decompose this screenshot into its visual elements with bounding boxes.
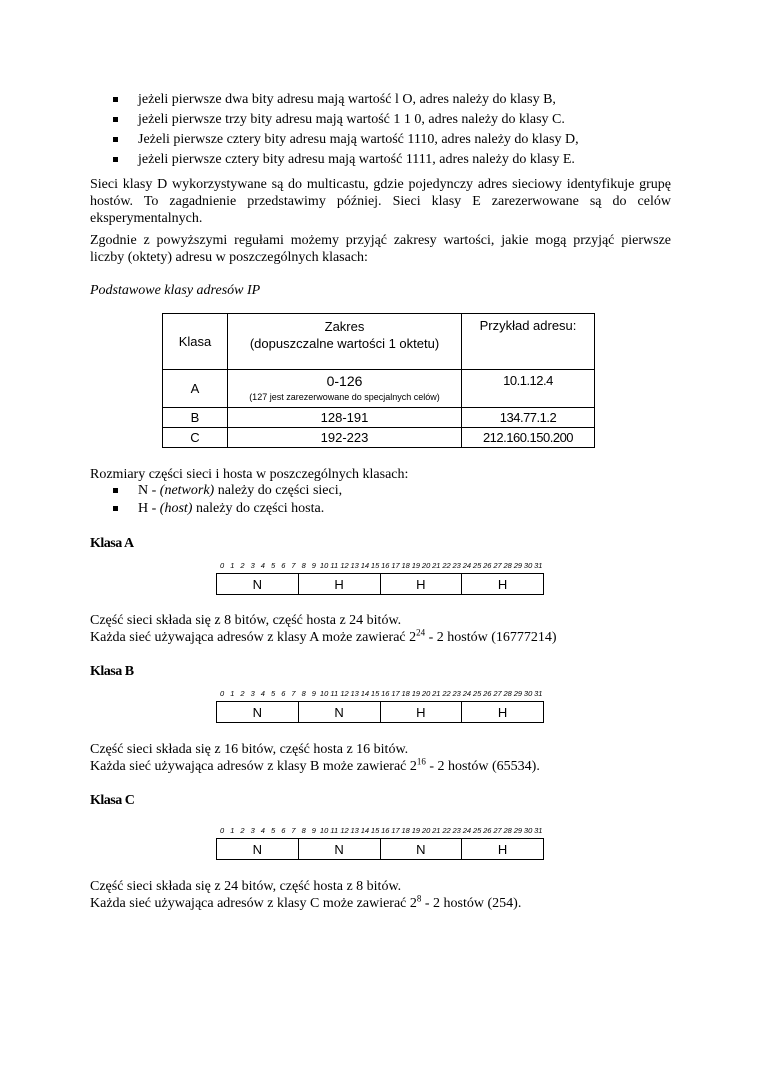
segments-b bbox=[216, 701, 544, 723]
bit-label: 4 bbox=[260, 561, 265, 570]
segment: H bbox=[497, 576, 508, 592]
bit-label: 2 bbox=[240, 561, 245, 570]
bit-label: 1 bbox=[230, 561, 235, 570]
segment: H bbox=[299, 574, 381, 594]
bit-label: 5 bbox=[271, 689, 276, 698]
line2-exponent: 24 bbox=[416, 627, 426, 638]
sizes-prefix: N - bbox=[138, 483, 160, 498]
bit-label: 11 bbox=[330, 689, 339, 698]
header-przyklad: Przykład adresu: bbox=[462, 314, 595, 370]
bit-label: 22 bbox=[442, 689, 451, 698]
cell-zakres: 192-223 bbox=[228, 428, 462, 448]
bit-label: 30 bbox=[523, 561, 533, 570]
bit-label: 30 bbox=[523, 826, 533, 835]
bit-label: 3 bbox=[250, 561, 255, 570]
sizes-term: (network) bbox=[159, 483, 215, 498]
bit-label: 0 bbox=[220, 561, 225, 570]
segments-a bbox=[216, 573, 544, 595]
bit-label: 24 bbox=[462, 826, 472, 835]
bit-label: 31 bbox=[534, 561, 543, 570]
bit-label: 1 bbox=[230, 826, 235, 835]
segment: H bbox=[381, 574, 463, 594]
line2-post: - 2 hostów (65534). bbox=[425, 759, 540, 774]
bit-label: 16 bbox=[381, 689, 390, 698]
bit-label: 7 bbox=[291, 689, 296, 698]
bit-label: 24 bbox=[462, 561, 472, 570]
bit-label: 16 bbox=[381, 826, 390, 835]
bit-label: 29 bbox=[513, 561, 523, 570]
bit-label: 25 bbox=[472, 561, 482, 570]
segment: H bbox=[497, 841, 508, 857]
bit-label: 2 bbox=[240, 826, 245, 835]
bit-label: 14 bbox=[360, 689, 370, 698]
cell-przyklad: 134.77.1.2 bbox=[462, 408, 595, 428]
list-item bbox=[112, 500, 342, 518]
bit-label: 7 bbox=[291, 826, 296, 835]
list-item: jeżeli pierwsze dwa bity adresu mają wartość l O, adres należy do klasy B, bbox=[112, 90, 579, 110]
class-a-line2 bbox=[90, 629, 557, 646]
bit-label: 23 bbox=[452, 826, 461, 835]
line2-post: - 2 hostów (16777214) bbox=[425, 630, 557, 645]
header-klasa: Klasa bbox=[163, 314, 228, 370]
bit-label: 19 bbox=[411, 689, 421, 698]
bit-label: 13 bbox=[350, 826, 359, 835]
heading-klasa-a: Klasa A bbox=[90, 536, 134, 551]
bit-label: 17 bbox=[391, 826, 400, 835]
bit-label: 15 bbox=[370, 689, 380, 698]
bit-label: 22 bbox=[442, 826, 451, 835]
ip-classes-table bbox=[162, 313, 595, 448]
bit-label: 0 bbox=[220, 826, 225, 835]
bit-label: 24 bbox=[462, 689, 472, 698]
bit-label: 5 bbox=[271, 561, 276, 570]
bit-label: 9 bbox=[311, 561, 316, 570]
bit-label: 18 bbox=[401, 826, 410, 835]
bit-label: 18 bbox=[401, 689, 410, 698]
bit-label: 10 bbox=[319, 826, 329, 835]
bit-label: 12 bbox=[340, 689, 349, 698]
cell-przyklad: 212.160.150.200 bbox=[462, 428, 595, 448]
bit-label: 15 bbox=[370, 561, 380, 570]
segment: N bbox=[381, 839, 463, 859]
bit-label: 10 bbox=[319, 561, 329, 570]
bit-label: 28 bbox=[503, 826, 512, 835]
bit-label: 4 bbox=[260, 826, 265, 835]
bit-label: 15 bbox=[370, 826, 380, 835]
cell-zakres bbox=[228, 370, 462, 408]
class-b-line1: Część sieci składa się z 16 bitów, część hosta z 16 bitów. bbox=[90, 742, 409, 757]
segment: H bbox=[497, 704, 508, 720]
bit-label: 12 bbox=[340, 826, 349, 835]
bit-label: 31 bbox=[534, 689, 543, 698]
bit-label: 11 bbox=[330, 826, 339, 835]
paragraph-classes-d-e: Sieci klasy D wykorzystywane są do multicastu, gdzie pojedynczy adres sieciowy identyfikuje grupę hostów. To zagadnienie przedstawimy później. Sieci klasy E zarezerwowane są do celów eksperymentalnych. bbox=[90, 177, 671, 226]
bit-label: 9 bbox=[311, 826, 316, 835]
bit-label: 14 bbox=[360, 826, 370, 835]
bit-label: 11 bbox=[330, 561, 339, 570]
bit-label: 28 bbox=[503, 689, 512, 698]
bit-label: 20 bbox=[421, 826, 431, 835]
table-row bbox=[163, 408, 595, 428]
bit-label: 5 bbox=[271, 826, 276, 835]
bit-label: 0 bbox=[220, 689, 225, 698]
segments-c bbox=[216, 838, 544, 860]
bit-label: 12 bbox=[340, 561, 349, 570]
bit-label: 28 bbox=[503, 561, 512, 570]
line2-pre: Każda sieć używająca adresów z klasy A może zawierać 2 bbox=[90, 630, 417, 645]
bit-label: 10 bbox=[319, 689, 329, 698]
bit-label: 3 bbox=[250, 689, 255, 698]
bit-label: 23 bbox=[452, 689, 461, 698]
line2-exponent: 8 bbox=[416, 893, 422, 904]
bit-label: 19 bbox=[411, 561, 421, 570]
bit-label: 18 bbox=[401, 561, 410, 570]
bit-label: 6 bbox=[281, 689, 286, 698]
bit-label: 27 bbox=[493, 689, 502, 698]
list-item: Jeżeli pierwsze cztery bity adresu mają wartość 1110, adres należy do klasy D, bbox=[112, 130, 579, 150]
bit-label: 1 bbox=[230, 689, 235, 698]
sizes-list bbox=[112, 482, 342, 518]
bit-label: 27 bbox=[493, 561, 502, 570]
list-item: jeżeli pierwsze cztery bity adresu mają wartość 1111, adres należy do klasy E. bbox=[112, 150, 579, 170]
line2-pre: Każda sieć używająca adresów z klasy B może zawierać 2 bbox=[90, 759, 417, 774]
class-rules-list bbox=[112, 90, 579, 170]
bit-label: 29 bbox=[513, 826, 523, 835]
sizes-intro: Rozmiary części sieci i hosta w poszczególnych klasach: bbox=[90, 467, 409, 482]
bit-label: 2 bbox=[240, 689, 245, 698]
list-item bbox=[112, 482, 342, 500]
bit-label: 23 bbox=[452, 561, 461, 570]
bit-label: 17 bbox=[391, 561, 400, 570]
header-zakres bbox=[228, 314, 462, 370]
header-zakres-line2: (dopuszczalne wartości 1 oktetu) bbox=[249, 336, 440, 351]
heading-klasa-c: Klasa C bbox=[90, 793, 135, 808]
bit-label: 14 bbox=[360, 561, 370, 570]
line2-post: - 2 hostów (254). bbox=[421, 896, 522, 911]
bit-label: 26 bbox=[483, 826, 492, 835]
cell-przyklad: 10.1.12.4 bbox=[462, 370, 595, 408]
zakres-note: (127 jest zarezerwowane do specjalnych celów) bbox=[249, 392, 440, 402]
bit-label: 21 bbox=[432, 689, 441, 698]
class-c-line2 bbox=[90, 895, 521, 912]
bit-label: 20 bbox=[421, 689, 431, 698]
sizes-term: (host) bbox=[159, 501, 193, 516]
list-item: jeżeli pierwsze trzy bity adresu mają wartość 1 1 0, adres należy do klasy C. bbox=[112, 110, 579, 130]
cell-klasa: B bbox=[163, 408, 228, 428]
line2-pre: Każda sieć używająca adresów z klasy C może zawierać 2 bbox=[90, 896, 417, 911]
bit-labels-b bbox=[217, 689, 543, 699]
bit-labels-c bbox=[217, 826, 543, 836]
bit-label: 13 bbox=[350, 689, 359, 698]
bit-label: 21 bbox=[432, 826, 441, 835]
zakres-value: 0-126 bbox=[326, 373, 363, 389]
bit-label: 20 bbox=[421, 561, 431, 570]
bit-label: 26 bbox=[483, 561, 492, 570]
bit-label: 19 bbox=[411, 826, 421, 835]
bit-label: 8 bbox=[301, 826, 306, 835]
bit-label: 7 bbox=[291, 561, 296, 570]
sizes-rest: należy do części sieci, bbox=[214, 483, 343, 498]
sizes-prefix: H - bbox=[138, 501, 160, 516]
segment: N bbox=[217, 839, 299, 859]
heading-klasa-b: Klasa B bbox=[90, 664, 134, 679]
bit-labels-a bbox=[217, 561, 543, 571]
cell-zakres: 128-191 bbox=[228, 408, 462, 428]
header-zakres-line1: Zakres bbox=[324, 319, 365, 334]
table-row bbox=[163, 370, 595, 408]
bit-label: 3 bbox=[250, 826, 255, 835]
bit-label: 6 bbox=[281, 561, 286, 570]
segment: N bbox=[299, 839, 381, 859]
class-b-line2 bbox=[90, 758, 540, 775]
bit-label: 25 bbox=[472, 689, 482, 698]
class-c-line1: Część sieci składa się z 24 bitów, część hosta z 8 bitów. bbox=[90, 879, 402, 894]
bit-label: 31 bbox=[534, 826, 543, 835]
bit-label: 25 bbox=[472, 826, 482, 835]
segment: N bbox=[217, 702, 299, 722]
bit-label: 4 bbox=[260, 689, 265, 698]
bit-label: 30 bbox=[523, 689, 533, 698]
bit-label: 17 bbox=[391, 689, 400, 698]
class-a-line1: Część sieci składa się z 8 bitów, część hosta z 24 bitów. bbox=[90, 613, 402, 628]
sizes-rest: należy do części hosta. bbox=[192, 501, 325, 516]
bit-label: 8 bbox=[301, 689, 306, 698]
bit-label: 13 bbox=[350, 561, 359, 570]
bit-label: 6 bbox=[281, 826, 286, 835]
cell-klasa: C bbox=[163, 428, 228, 448]
paragraph-ranges: Zgodnie z powyższymi regułami możemy przyjąć zakresy wartości, jakie mogą przyjąć pierwsze liczby (oktety) adresu w poszczególnych klasach: bbox=[90, 233, 671, 265]
table-caption: Podstawowe klasy adresów IP bbox=[90, 283, 261, 298]
bit-label: 21 bbox=[432, 561, 441, 570]
bit-label: 22 bbox=[442, 561, 451, 570]
bit-label: 9 bbox=[311, 689, 316, 698]
bit-label: 16 bbox=[381, 561, 390, 570]
segment: H bbox=[381, 702, 463, 722]
segment: N bbox=[299, 702, 381, 722]
bit-label: 29 bbox=[513, 689, 523, 698]
line2-exponent: 16 bbox=[416, 756, 426, 767]
bit-label: 8 bbox=[301, 561, 306, 570]
bit-label: 26 bbox=[483, 689, 492, 698]
bit-label: 27 bbox=[493, 826, 502, 835]
cell-klasa: A bbox=[163, 370, 228, 408]
table-row bbox=[163, 428, 595, 448]
segment: N bbox=[217, 574, 299, 594]
